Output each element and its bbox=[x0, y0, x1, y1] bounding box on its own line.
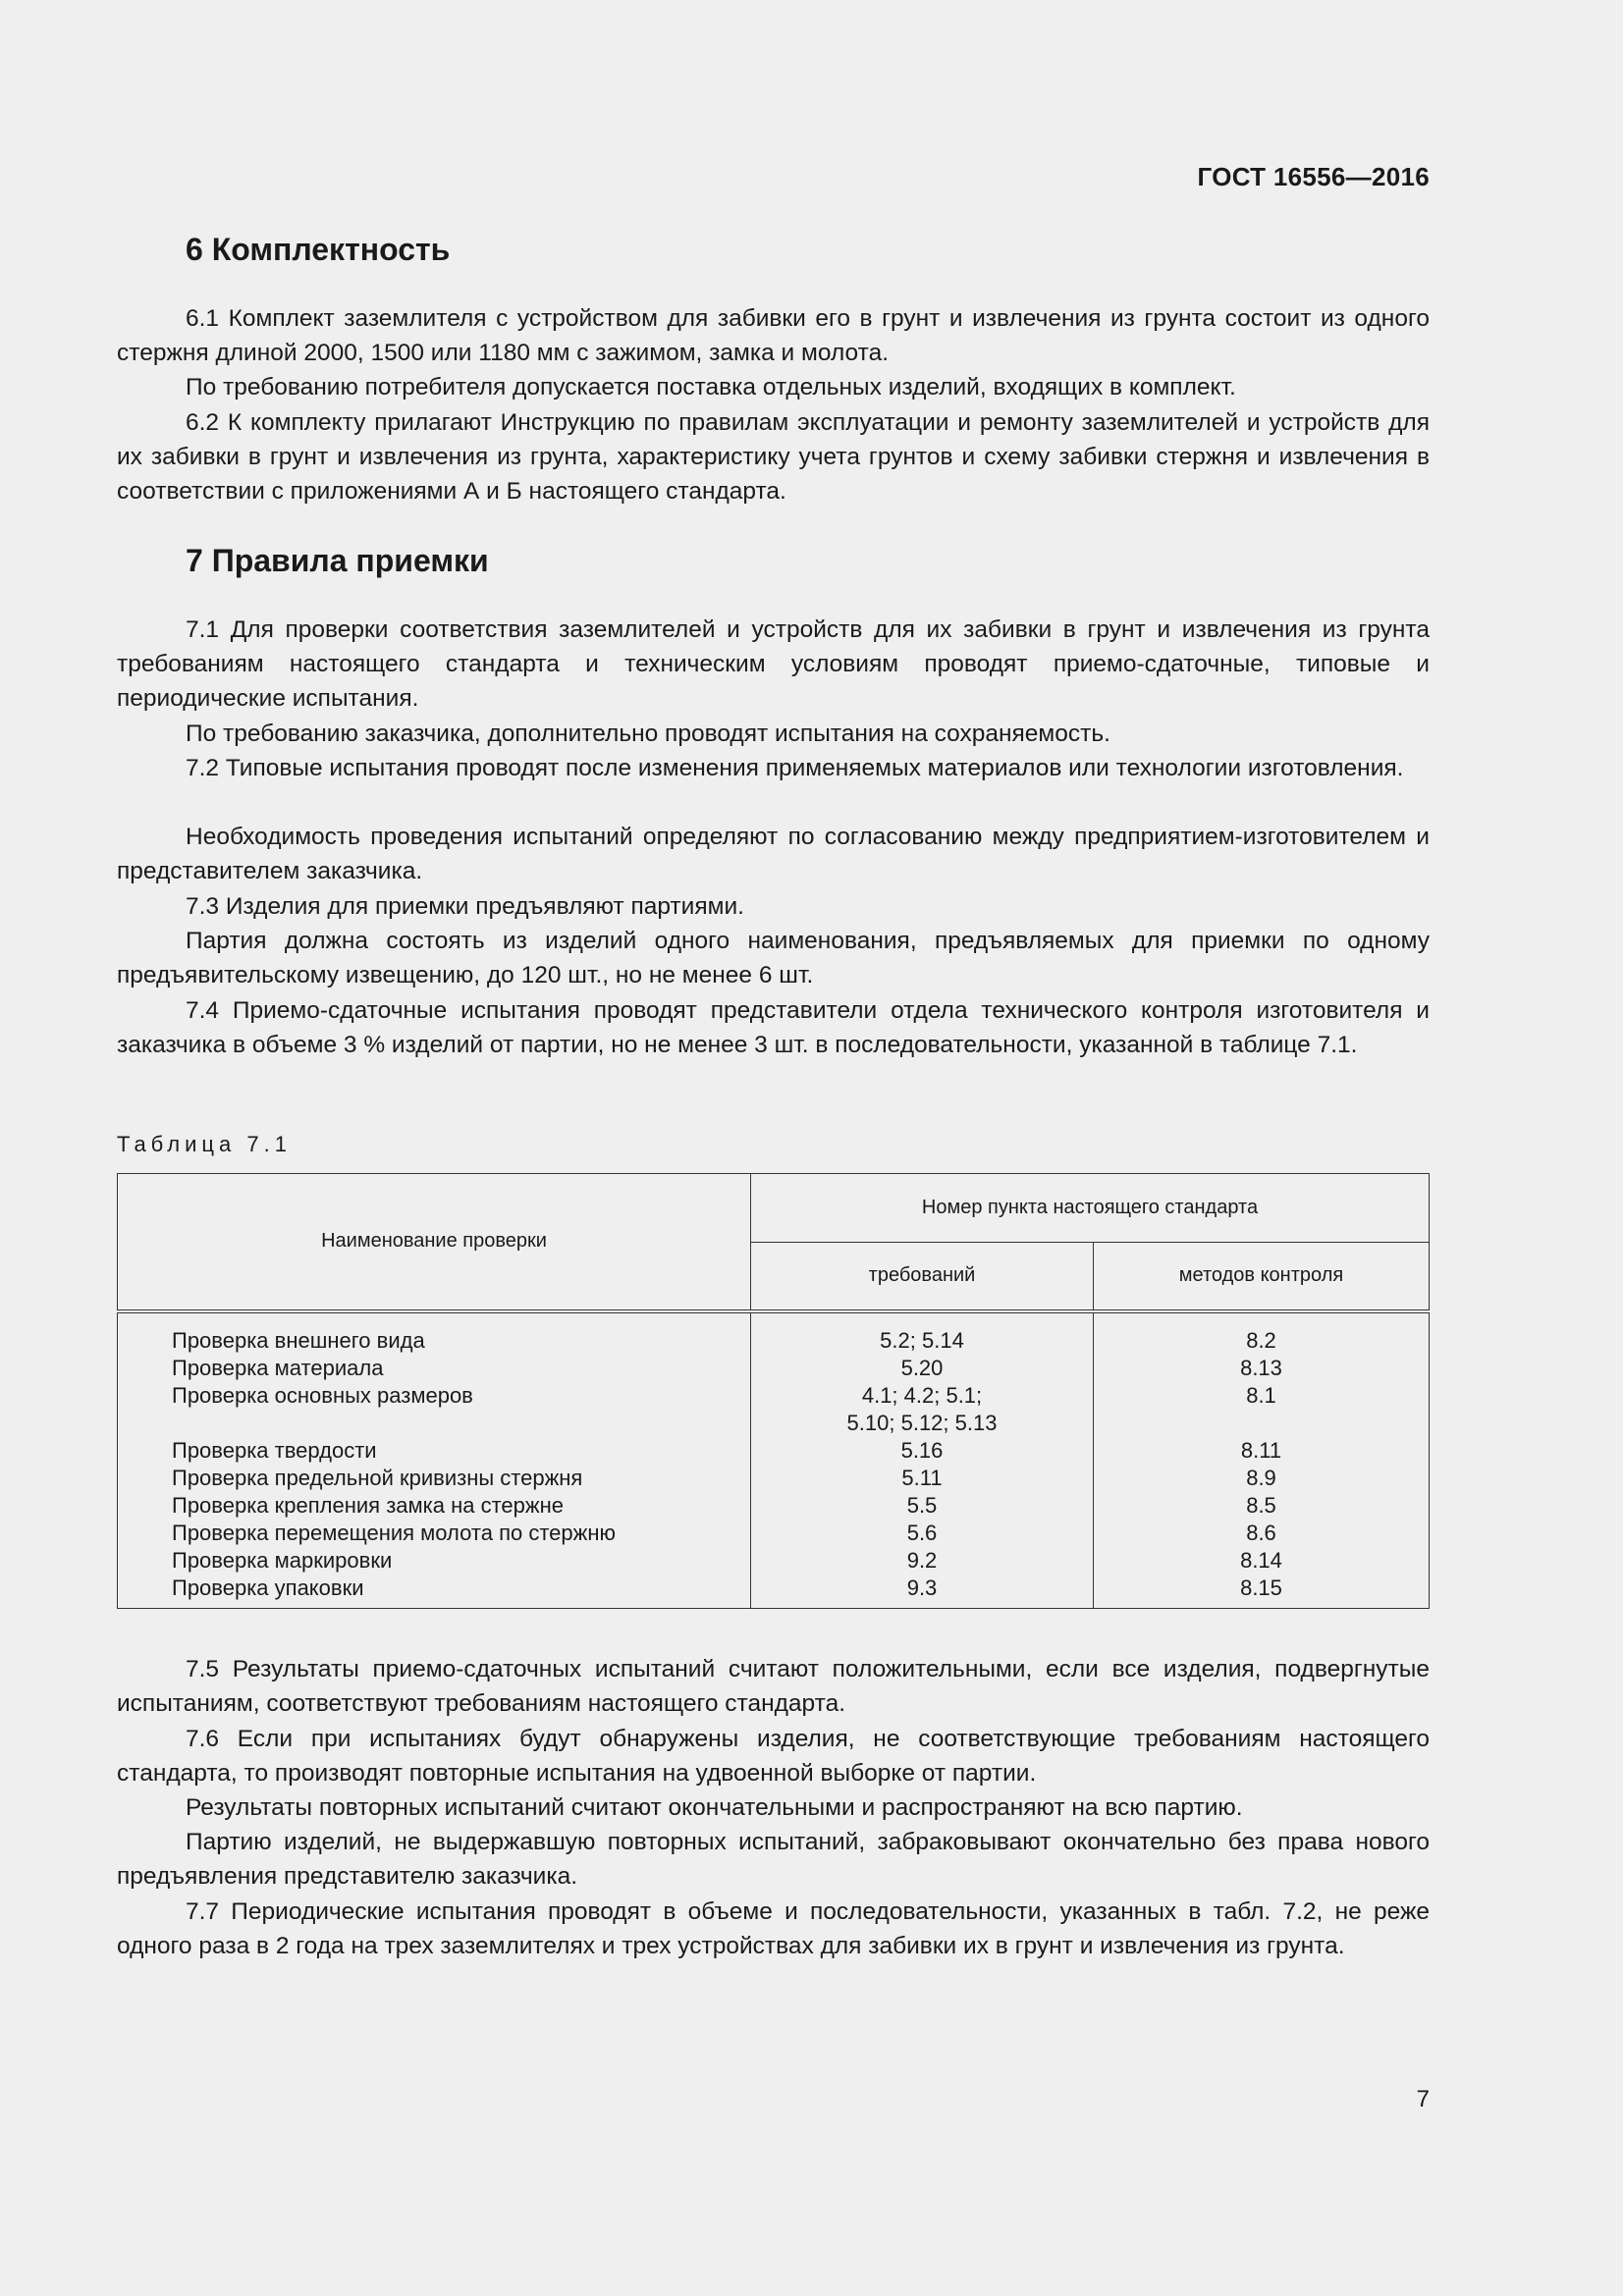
table-cell-check-name: Проверка предельной кривизны стержня bbox=[118, 1465, 751, 1492]
table-row bbox=[118, 1437, 1430, 1465]
table-cell-requirements: 4.1; 4.2; 5.1; 5.10; 5.12; 5.13 bbox=[751, 1382, 1094, 1437]
paragraph-7-2: 7.2 Типовые испытания проводят после изменения применяемых материалов или технологии изготовления. bbox=[186, 755, 1404, 781]
table-row bbox=[118, 1311, 1430, 1355]
table-cell-requirements: 5.16 bbox=[751, 1437, 1094, 1465]
table-cell-methods: 8.5 bbox=[1094, 1492, 1430, 1520]
table-header-methods: методов контроля bbox=[1094, 1243, 1430, 1311]
paragraph-6-1-note: По требованию потребителя допускается поставка отдельных изделий, входящих в комплект. bbox=[186, 374, 1236, 400]
table-row bbox=[118, 1520, 1430, 1547]
paragraph-7-1-note: По требованию заказчика, дополнительно проводят испытания на сохраняемость. bbox=[186, 721, 1110, 747]
page-number: 7 bbox=[1416, 2086, 1430, 2112]
paragraph-6-2: 6.2 К комплекту прилагают Инструкцию по правилам эксплуатации и ремонту заземлителей и устройств для их забивки в грунт и извлечения из грунта, характеристику учета грунтов и схему забивки стержня и извлечения в соответствии с приложениями А и Б настоящего стандарта. bbox=[117, 409, 1430, 505]
table-cell-methods: 8.14 bbox=[1094, 1547, 1430, 1575]
table-cell-requirements: 5.2; 5.14 bbox=[751, 1311, 1094, 1355]
table-body bbox=[118, 1311, 1430, 1609]
table-row bbox=[118, 1465, 1430, 1492]
table-cell-requirements: 5.11 bbox=[751, 1465, 1094, 1492]
table-row bbox=[118, 1382, 1430, 1437]
table-cell-check-name: Проверка перемещения молота по стержню bbox=[118, 1520, 751, 1547]
table-cell-methods: 8.6 bbox=[1094, 1520, 1430, 1547]
paragraph-7-4: 7.4 Приемо-сдаточные испытания проводят представители отдела технического контроля изготовителя и заказчика в объеме 3 % изделий от партии, но не менее 3 шт. в последовательности, указанной в таблице 7.1. bbox=[117, 997, 1430, 1058]
table-cell-methods: 8.13 bbox=[1094, 1355, 1430, 1382]
table-cell-requirements: 5.5 bbox=[751, 1492, 1094, 1520]
paragraph-7-3-note: Партия должна состоять из изделий одного наименования, предъявляемых для приемки по одному предъявительскому извещению, до 120 шт., но не менее 6 шт. bbox=[117, 928, 1430, 988]
inspection-table bbox=[117, 1173, 1430, 1609]
table-header-name: Наименование проверки bbox=[118, 1174, 751, 1311]
table-cell-methods: 8.15 bbox=[1094, 1575, 1430, 1609]
table-cell-check-name: Проверка материала bbox=[118, 1355, 751, 1382]
table-cell-requirements: 5.20 bbox=[751, 1355, 1094, 1382]
standard-code: ГОСТ 16556—2016 bbox=[1197, 162, 1430, 191]
section-7-heading: 7 Правила приемки bbox=[186, 543, 489, 578]
paragraph-7-7: 7.7 Периодические испытания проводят в объеме и последовательности, указанных в табл. 7.2, не реже одного раза в 2 года на трех заземлителях и трех устройствах для забивки их в грунт и извлечения из грунта. bbox=[117, 1898, 1430, 1959]
paragraph-6-1: 6.1 Комплект заземлителя с устройством для забивки его в грунт и извлечения из грунта состоит из одного стержня длиной 2000, 1500 или 1180 мм с зажимом, замка и молота. bbox=[117, 305, 1430, 366]
table-cell-methods: 8.11 bbox=[1094, 1437, 1430, 1465]
table-cell-methods: 8.2 bbox=[1094, 1311, 1430, 1355]
table-cell-check-name: Проверка твердости bbox=[118, 1437, 751, 1465]
table-caption: Таблица 7.1 bbox=[117, 1132, 292, 1156]
table-cell-check-name: Проверка основных размеров bbox=[118, 1382, 751, 1437]
table-row bbox=[118, 1355, 1430, 1382]
paragraph-7-6-note: Результаты повторных испытаний считают окончательными и распространяют на всю партию. bbox=[186, 1794, 1243, 1821]
table-cell-methods: 8.1 bbox=[1094, 1382, 1430, 1437]
table-header-group: Номер пункта настоящего стандарта bbox=[751, 1174, 1430, 1243]
table-cell-requirements: 5.6 bbox=[751, 1520, 1094, 1547]
table-cell-check-name: Проверка упаковки bbox=[118, 1575, 751, 1609]
table-row bbox=[118, 1575, 1430, 1609]
paragraph-7-2-note: Необходимость проведения испытаний определяют по согласованию между предприятием-изготовителем и представителем заказчика. bbox=[117, 824, 1430, 884]
table-row bbox=[118, 1492, 1430, 1520]
paragraph-7-1: 7.1 Для проверки соответствия заземлителей и устройств для их забивки в грунт и извлечения из грунта требованиям настоящего стандарта и техническим условиям проводят приемо-сдаточные, типовые и периодические испытания. bbox=[117, 616, 1430, 712]
table-header-requirements: требований bbox=[751, 1243, 1094, 1311]
table-cell-check-name: Проверка внешнего вида bbox=[118, 1311, 751, 1355]
table-cell-methods: 8.9 bbox=[1094, 1465, 1430, 1492]
table-cell-requirements: 9.2 bbox=[751, 1547, 1094, 1575]
table-cell-requirements: 9.3 bbox=[751, 1575, 1094, 1609]
paragraph-7-3: 7.3 Изделия для приемки предъявляют партиями. bbox=[186, 893, 744, 920]
table-row bbox=[118, 1547, 1430, 1575]
section-6-heading: 6 Комплектность bbox=[186, 232, 451, 267]
paragraph-7-5: 7.5 Результаты приемо-сдаточных испытаний считают положительными, если все изделия, подвергнутые испытаниям, соответствуют требованиям настоящего стандарта. bbox=[117, 1656, 1430, 1717]
paragraph-7-6: 7.6 Если при испытаниях будут обнаружены изделия, не соответствующие требованиям настоящего стандарта, то производят повторные испытания на удвоенной выборке от партии. bbox=[117, 1726, 1430, 1787]
table-cell-check-name: Проверка крепления замка на стержне bbox=[118, 1492, 751, 1520]
table-cell-check-name: Проверка маркировки bbox=[118, 1547, 751, 1575]
paragraph-7-6-note-2: Партию изделий, не выдержавшую повторных испытаний, забраковывают окончательно без права нового предъявления представителю заказчика. bbox=[117, 1829, 1430, 1890]
